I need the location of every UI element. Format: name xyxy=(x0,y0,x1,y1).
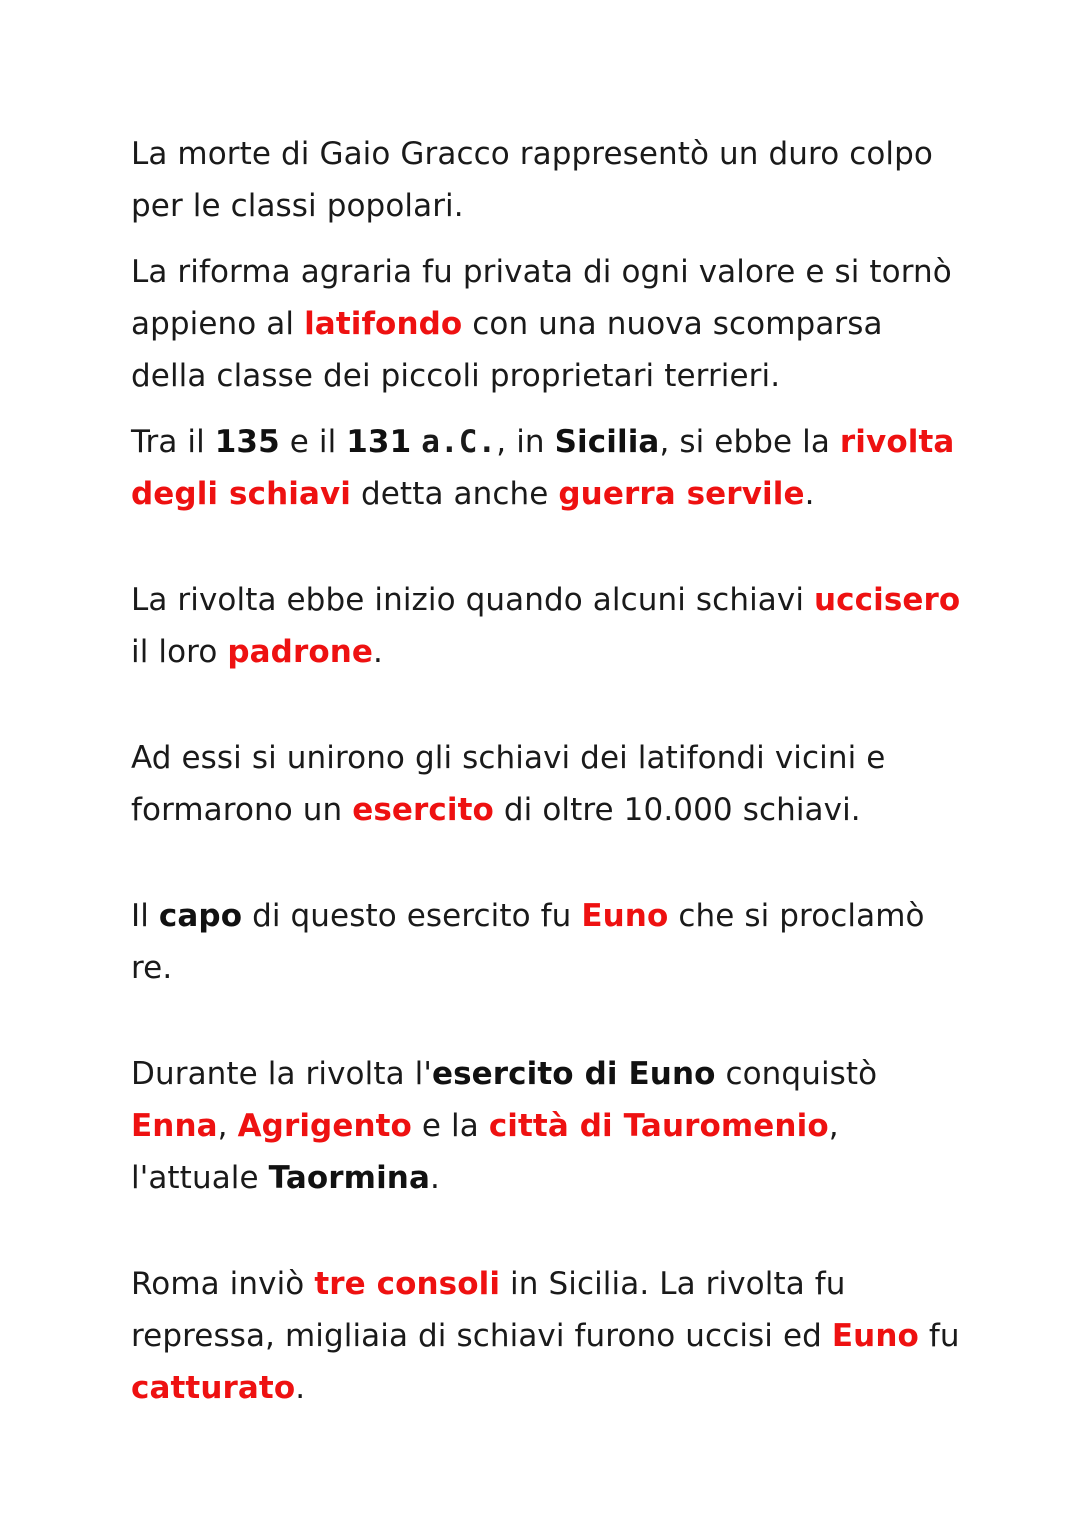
text-run: di oltre 10.000 schiavi. xyxy=(493,792,861,828)
bold-era-ac: a.C. xyxy=(421,424,497,460)
highlight-rivolta-degli-schiavi: rivolta degli schiavi xyxy=(131,424,955,512)
paragraph-army-formed xyxy=(131,732,961,836)
text-run: fu xyxy=(918,1318,960,1354)
text-run: di questo esercito fu xyxy=(242,898,582,934)
paragraph-gracco-death xyxy=(131,128,961,232)
paragraph-slave-revolt xyxy=(131,416,961,520)
paragraph-revolt-start xyxy=(131,574,961,678)
paragraph-conquests xyxy=(131,1048,961,1204)
bold-year-131: 131 xyxy=(346,424,412,460)
text-run: La riforma agraria fu privata di ogni valore e si tornò appieno al xyxy=(131,254,952,342)
text-run: con una nuova scomparsa della classe dei piccoli proprietari terrieri. xyxy=(131,306,883,394)
text-run: detta anche xyxy=(351,476,559,512)
highlight-euno: Euno xyxy=(581,898,669,934)
text-run: . xyxy=(373,634,383,670)
text-run: . xyxy=(430,1160,440,1196)
text-run: e il xyxy=(279,424,347,460)
bold-taormina: Taormina xyxy=(268,1160,430,1196)
highlight-uccisero: uccisero xyxy=(814,582,961,618)
paragraph-euno-leader xyxy=(131,890,961,994)
document-page xyxy=(131,128,961,1414)
highlight-euno-captured: Euno xyxy=(831,1318,919,1354)
paragraph-repression xyxy=(131,1258,961,1414)
text-run: La morte di Gaio Gracco rappresentò un duro colpo per le classi popolari. xyxy=(131,136,933,224)
text-run: , xyxy=(217,1108,238,1144)
highlight-padrone: padrone xyxy=(227,634,374,670)
highlight-tre-consoli: tre consoli xyxy=(314,1266,501,1302)
text-run: conquistò xyxy=(715,1056,878,1092)
highlight-catturato: catturato xyxy=(131,1370,296,1406)
text-run: , in xyxy=(496,424,555,460)
highlight-esercito: esercito xyxy=(352,792,494,828)
text-run: Durante la rivolta l' xyxy=(131,1056,432,1092)
bold-capo: capo xyxy=(158,898,243,934)
text-run: Tra il xyxy=(131,424,215,460)
text-run: , si ebbe la xyxy=(659,424,840,460)
text-run: . xyxy=(295,1370,306,1406)
text-run: Il xyxy=(131,898,159,934)
text-run: La rivolta ebbe inizio quando alcuni schiavi xyxy=(131,582,814,618)
bold-year-135: 135 xyxy=(214,424,280,460)
text-run: il loro xyxy=(131,634,228,670)
text-run: e la xyxy=(411,1108,489,1144)
text-run: Ad essi si unirono gli schiavi dei latifondi vicini e formarono un xyxy=(131,740,886,828)
highlight-agrigento: Agrigento xyxy=(237,1108,412,1144)
text-run: . xyxy=(804,476,815,512)
highlight-enna: Enna xyxy=(131,1108,218,1144)
highlight-guerra-servile: guerra servile xyxy=(558,476,805,512)
bold-esercito-di-euno: esercito di Euno xyxy=(431,1056,716,1092)
text-run: Roma inviò xyxy=(131,1266,315,1302)
paragraph-agrarian-reform xyxy=(131,246,961,402)
text-run xyxy=(411,424,421,460)
text-run: che si proclamò re. xyxy=(131,898,925,986)
highlight-citta-di-tauromenio: città di Tauromenio xyxy=(488,1108,829,1144)
text-run: in Sicilia. La rivolta fu repressa, migliaia di schiavi furono uccisi ed xyxy=(131,1266,846,1354)
bold-sicilia: Sicilia xyxy=(554,424,660,460)
text-run: , l'attuale xyxy=(131,1108,839,1196)
highlight-latifondo: latifondo xyxy=(304,306,463,342)
